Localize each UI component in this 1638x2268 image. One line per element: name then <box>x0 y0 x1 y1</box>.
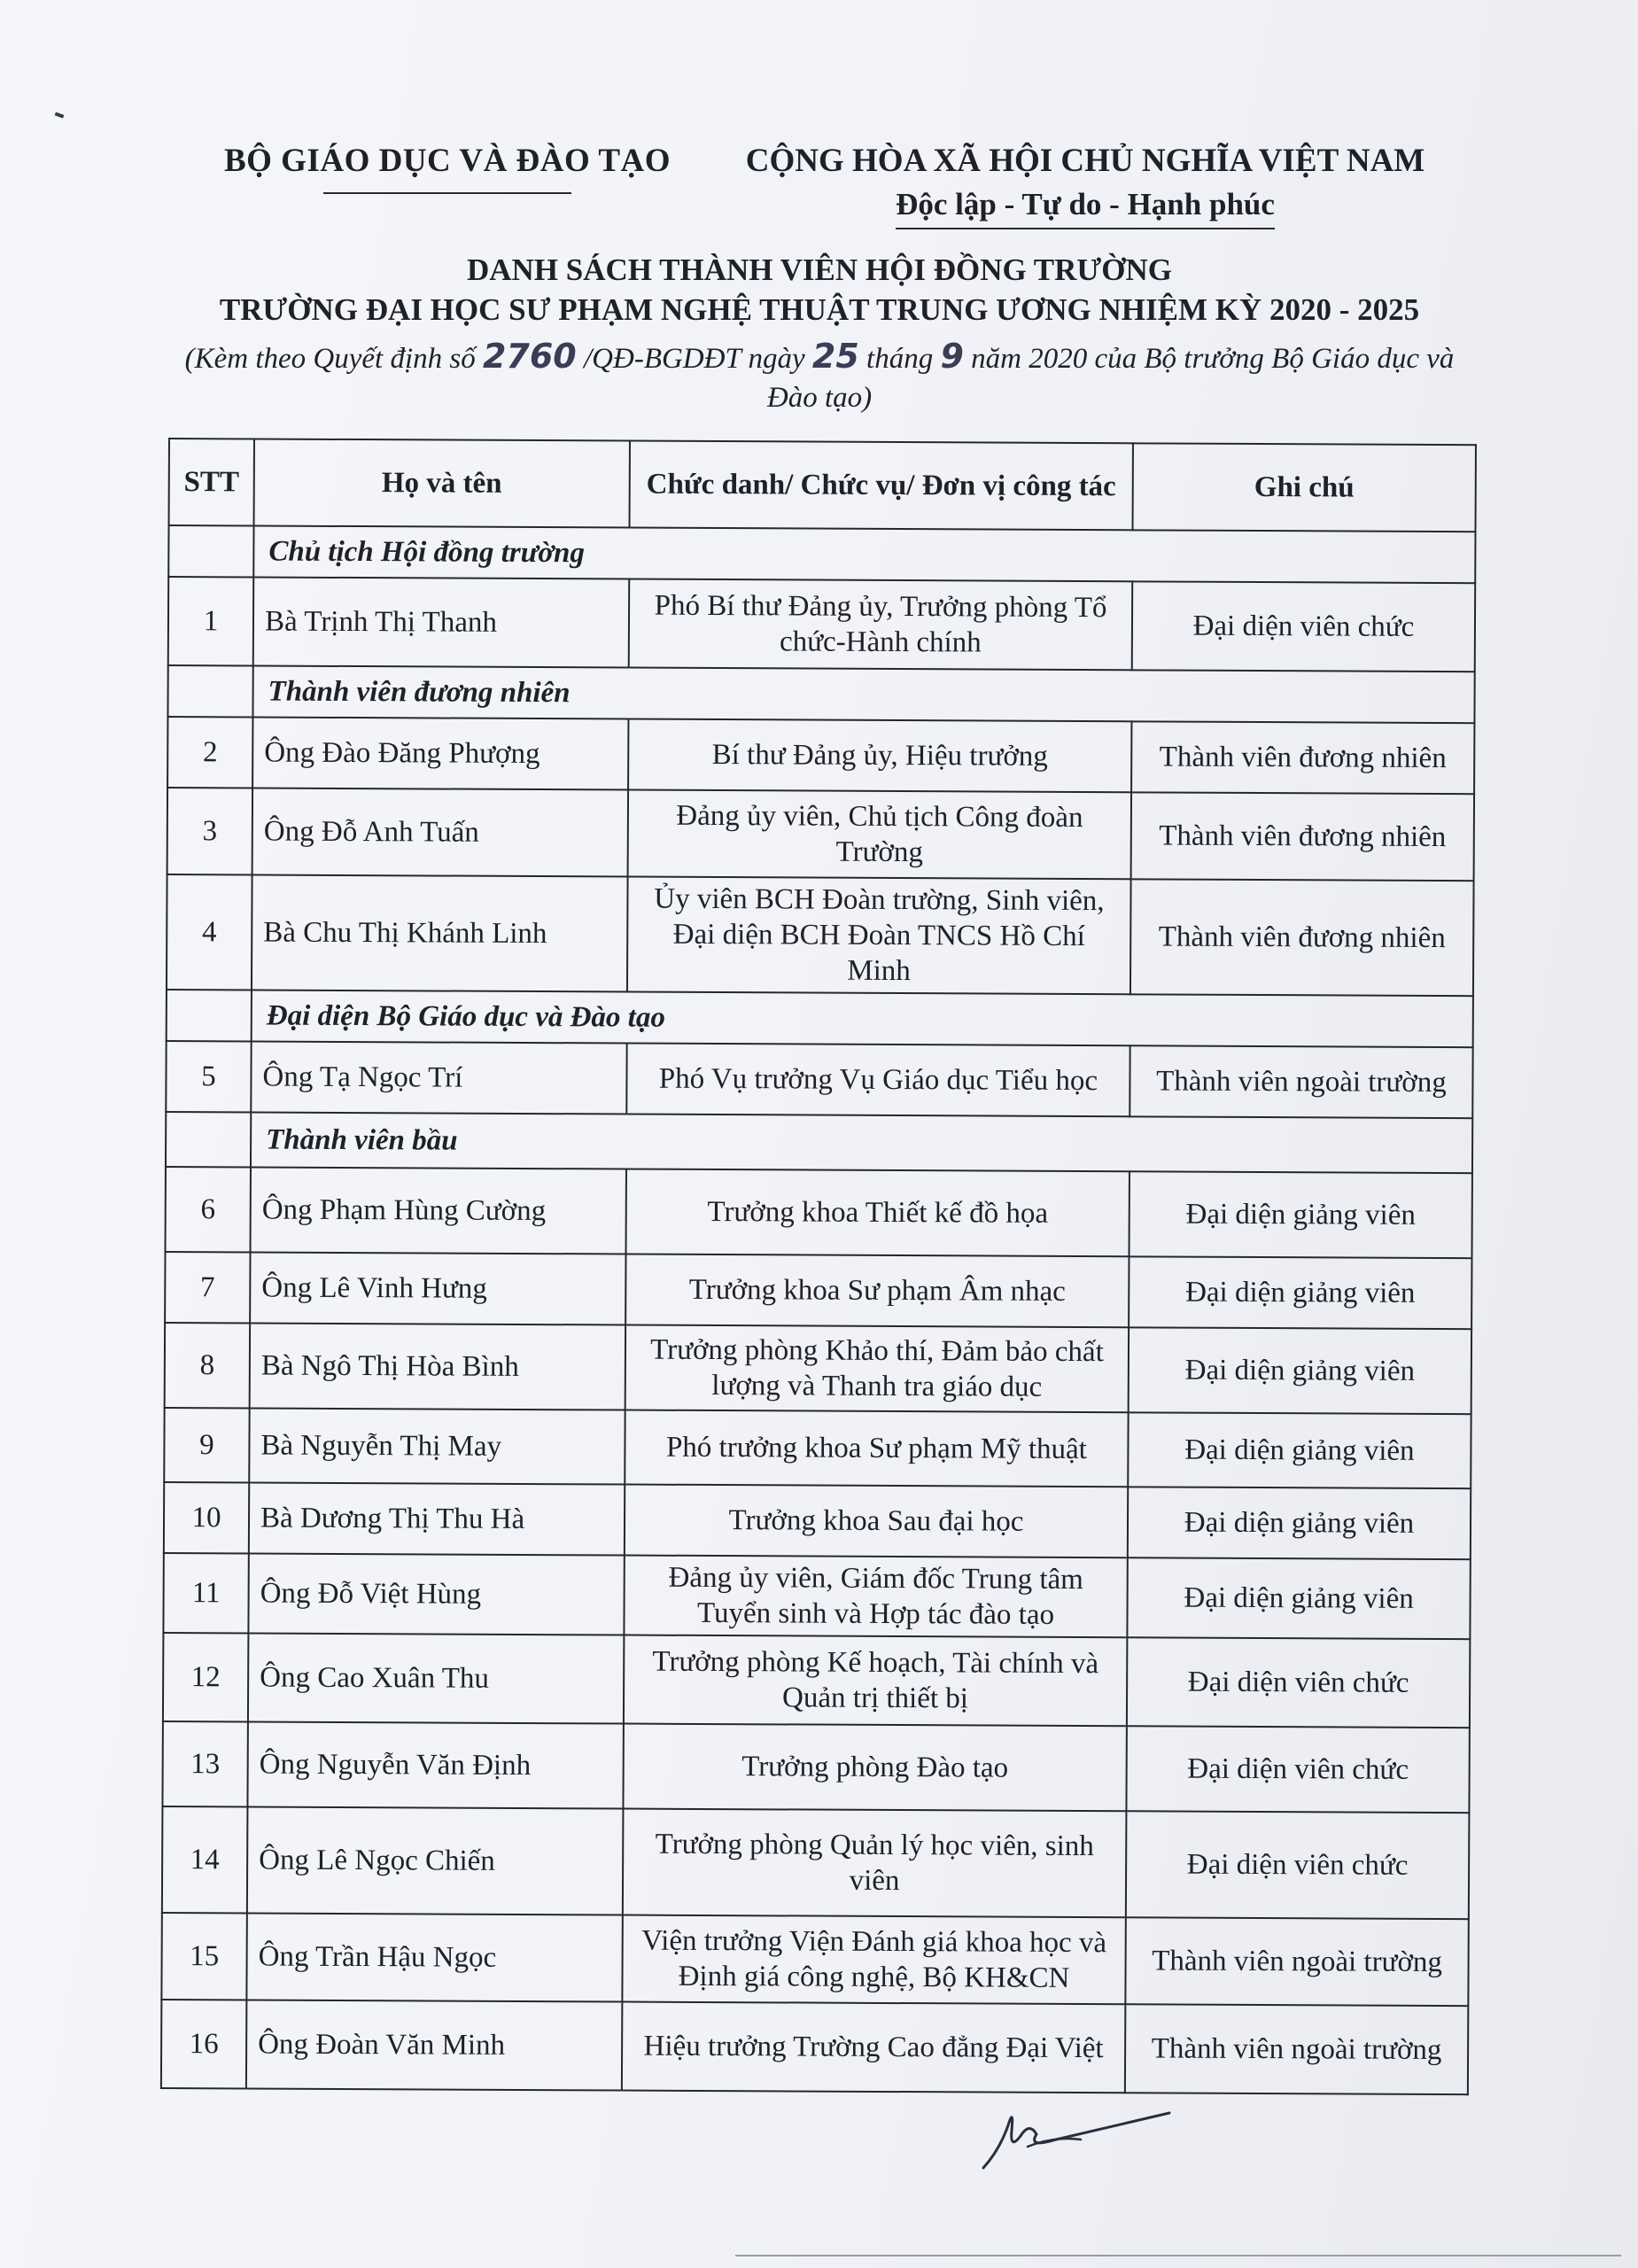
row-note: Đại diện viên chức <box>1126 1726 1469 1813</box>
group-title: Chủ tịch Hội đồng trường <box>253 525 1475 583</box>
group-title: Thành viên đương nhiên <box>252 665 1474 723</box>
row-name: Ông Đoàn Văn Minh <box>246 2000 622 2090</box>
row-note: Thành viên đương nhiên <box>1131 792 1474 881</box>
row-name: Bà Chu Thị Khánh Linh <box>252 874 628 991</box>
row-stt: 11 <box>163 1553 248 1633</box>
row-position: Trưởng phòng Khảo thí, Đảm bảo chất lượng và Thanh tra giáo dục <box>625 1325 1129 1413</box>
row-note: Thành viên đương nhiên <box>1130 879 1474 996</box>
decision-reference <box>177 337 1462 417</box>
republic-name: CỘNG HÒA XÃ HỘI CHỦ NGHĨA VIỆT NAM <box>745 143 1425 179</box>
row-position: Phó Vụ trưởng Vụ Giáo dục Tiểu học <box>626 1044 1130 1117</box>
table-row <box>167 874 1474 996</box>
row-position: Bí thư Đảng ủy, Hiệu trưởng <box>628 719 1131 793</box>
signature <box>974 2095 1187 2184</box>
group-row-ex-officio <box>167 665 1474 723</box>
table-row <box>163 1553 1470 1639</box>
row-name: Bà Trịnh Thị Thanh <box>253 577 629 667</box>
document-title <box>133 250 1506 330</box>
group-title: Thành viên bầu <box>251 1112 1472 1173</box>
table-row <box>166 1167 1472 1258</box>
row-stt: 2 <box>167 717 252 788</box>
row-stt: 4 <box>167 874 252 990</box>
row-stt: 14 <box>162 1806 248 1913</box>
row-position: Hiệu trưởng Trường Cao đẳng Đại Việt <box>622 2002 1125 2093</box>
row-name: Ông Lê Vinh Hưng <box>250 1252 625 1324</box>
row-note: Đại diện giảng viên <box>1129 1256 1471 1329</box>
header-note: Ghi chú <box>1133 443 1476 532</box>
table-row <box>164 1408 1471 1488</box>
row-note: Đại diện giảng viên <box>1129 1171 1471 1258</box>
member-table <box>160 438 1477 2095</box>
decision-number: 2760 <box>482 337 577 376</box>
group-row-elected <box>166 1112 1472 1173</box>
row-note: Đại diện giảng viên <box>1127 1557 1470 1639</box>
decision-day: 25 <box>811 337 859 376</box>
row-stt: 16 <box>161 2000 246 2088</box>
row-position: Phó trưởng khoa Sư phạm Mỹ thuật <box>625 1410 1128 1487</box>
row-note: Đại diện viên chức <box>1132 581 1475 672</box>
national-motto: Độc lập - Tự do - Hạnh phúc <box>896 187 1275 229</box>
title-line-2: TRƯỜNG ĐẠI HỌC SƯ PHẠM NGHỆ THUẬT TRUNG ƯƠNG NHIỆM KỲ 2020 - 2025 <box>219 292 1420 327</box>
row-name: Ông Nguyễn Văn Định <box>247 1721 623 1808</box>
row-stt: 8 <box>165 1323 250 1408</box>
table-row <box>166 1041 1472 1118</box>
row-position: Trưởng phòng Kế hoạch, Tài chính và Quản trị thiết bị <box>624 1635 1127 1727</box>
row-name: Ông Cao Xuân Thu <box>248 1633 624 1723</box>
row-note: Đại diện viên chức <box>1126 1811 1470 1919</box>
table-row <box>162 1721 1469 1813</box>
row-note: Thành viên ngoài trường <box>1125 2004 1468 2094</box>
subtitle-part-4: năm 2020 của Bộ trưởng Bộ Giáo dục và Đào tạo) <box>766 343 1455 414</box>
group-row-ministry <box>167 990 1473 1047</box>
row-name: Ông Trần Hậu Ngọc <box>246 1913 622 2001</box>
row-name: Ông Đỗ Anh Tuấn <box>252 788 628 876</box>
row-stt: 15 <box>161 1913 246 2000</box>
header-name: Họ và tên <box>254 439 630 527</box>
row-note: Thành viên ngoài trường <box>1125 1917 1468 2006</box>
row-stt: 1 <box>168 577 253 665</box>
row-position: Trưởng khoa Sau đại học <box>625 1485 1128 1558</box>
ministry-name: BỘ GIÁO DỤC VÀ ĐÀO TẠO <box>223 143 672 179</box>
table-row <box>165 1252 1471 1329</box>
table-row <box>161 2000 1468 2094</box>
ministry-underline <box>323 192 571 194</box>
row-position: Đảng ủy viên, Giám đốc Trung tâm Tuyển sinh và Hợp tác đào tạo <box>624 1556 1127 1638</box>
row-name: Ông Đỗ Việt Hùng <box>248 1553 624 1635</box>
header-stt: STT <box>169 439 254 525</box>
row-stt: 10 <box>164 1482 249 1553</box>
row-stt: 5 <box>166 1041 251 1112</box>
table-row <box>168 577 1475 672</box>
republic-header <box>709 142 1462 229</box>
row-position: Phó Bí thư Đảng ủy, Trưởng phòng Tổ chức-Hành chính <box>629 579 1132 671</box>
row-name: Ông Đào Đăng Phượng <box>252 717 628 789</box>
row-note: Thành viên đương nhiên <box>1131 721 1474 794</box>
decision-month: 9 <box>940 337 964 376</box>
row-name: Ông Lê Ngọc Chiến <box>247 1806 624 1915</box>
subtitle-part-3: tháng <box>858 343 941 375</box>
ministry-header <box>217 142 678 194</box>
row-note: Đại diện viên chức <box>1127 1637 1470 1728</box>
table-row <box>167 717 1474 794</box>
page-edge-line <box>735 2255 1621 2256</box>
table-row <box>161 1913 1468 2006</box>
table-row <box>162 1806 1470 1919</box>
row-position: Trưởng khoa Sư phạm Âm nhạc <box>625 1254 1129 1328</box>
row-name: Bà Ngô Thị Hòa Bình <box>250 1323 625 1410</box>
row-position: Trưởng phòng Quản lý học viên, sinh viên <box>623 1809 1127 1918</box>
group-row-chair <box>168 525 1475 583</box>
row-stt: 3 <box>167 788 252 874</box>
row-position: Viện trưởng Viện Đánh giá khoa học và Định giá công nghệ, Bộ KH&CN <box>622 1915 1125 2005</box>
row-stt: 9 <box>164 1408 249 1482</box>
subtitle-part-2: /QĐ-BGDĐT ngày <box>576 343 812 375</box>
row-stt: 7 <box>165 1252 250 1323</box>
row-note: Đại diện giảng viên <box>1128 1412 1471 1488</box>
table-header-row <box>169 439 1476 532</box>
group-title: Đại diện Bộ Giáo dục và Đào tạo <box>252 990 1473 1047</box>
row-note: Thành viên ngoài trường <box>1130 1045 1472 1118</box>
header-position: Chức danh/ Chức vụ/ Đơn vị công tác <box>630 441 1133 531</box>
title-line-1: DANH SÁCH THÀNH VIÊN HỘI ĐỒNG TRƯỜNG <box>466 252 1173 287</box>
row-position: Trưởng phòng Đào tạo <box>623 1724 1126 1812</box>
row-stt: 12 <box>163 1633 248 1721</box>
table-row <box>167 788 1474 881</box>
row-stt: 13 <box>162 1721 247 1806</box>
row-note: Đại diện giảng viên <box>1129 1327 1471 1414</box>
row-name: Bà Dương Thị Thu Hà <box>249 1482 625 1555</box>
table-row <box>163 1633 1470 1728</box>
row-name: Ông Phạm Hùng Cường <box>251 1167 626 1254</box>
row-position: Ủy viên BCH Đoàn trường, Sinh viên, Đại diện BCH Đoàn TNCS Hồ Chí Minh <box>627 877 1131 995</box>
table-row <box>165 1323 1471 1414</box>
subtitle-part-1: (Kèm theo Quyết định số <box>184 343 483 375</box>
row-note: Đại diện giảng viên <box>1128 1487 1471 1559</box>
row-stt: 6 <box>166 1167 251 1252</box>
row-name: Bà Nguyễn Thị May <box>249 1408 625 1484</box>
row-name: Ông Tạ Ngọc Trí <box>251 1041 626 1114</box>
row-position: Đảng ủy viên, Chủ tịch Công đoàn Trường <box>628 790 1131 880</box>
row-position: Trưởng khoa Thiết kế đồ họa <box>626 1169 1130 1257</box>
table-row <box>164 1482 1471 1559</box>
